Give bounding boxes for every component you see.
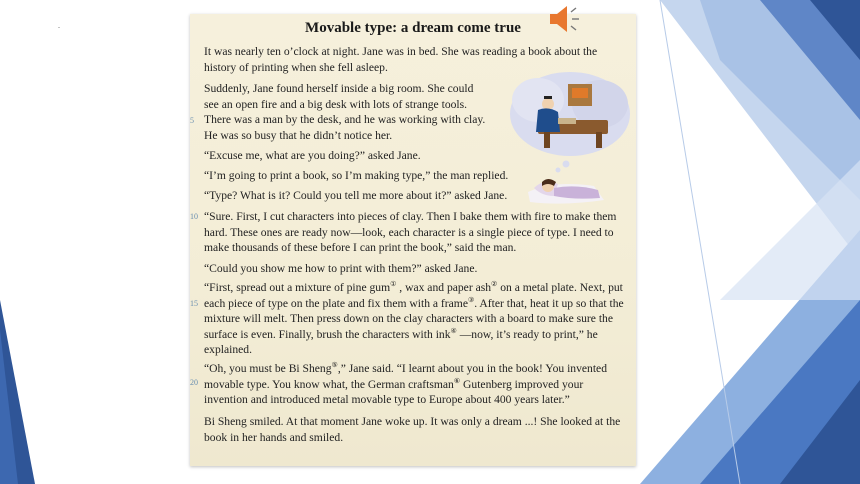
- paragraph-9: [204, 361, 624, 408]
- stray-dot: .: [58, 21, 60, 30]
- paragraph-8: [204, 280, 624, 358]
- page-title: Movable type: a dream come true: [305, 20, 521, 36]
- footnote-mark-5: ⑤: [331, 361, 338, 370]
- paragraph-8-part-e: —now, it’s ready to print,” he explained.: [204, 327, 598, 356]
- line-number: 20: [190, 378, 198, 387]
- paragraph-2: Suddenly, Jane found herself inside a big room. She could see an open fire and a big desk with lots of strange tools. There was a man by the desk, and he was working with clay. He was so busy that he didn’t notice her.: [204, 82, 486, 142]
- paragraph-4: “I’m going to print a book, so I’m making type,” the man replied.: [204, 169, 509, 182]
- paragraph-8-part-d: . After that, heat it up so that the mixture will melt. Then press down on the clay characters with a board to make sure the surface is even. Finally, brush the characters with ink: [204, 296, 624, 341]
- paragraph-8-part-b: , wax and paper ash: [396, 281, 492, 294]
- paragraph-10: Bi Sheng smiled. At that moment Jane woke up. It was only a dream ...! She looked at the book in her hands and smiled.: [204, 415, 621, 444]
- paragraph-5: “Type? What is it? Could you tell me more about it?” asked Jane.: [204, 189, 508, 202]
- line-number: 15: [190, 299, 198, 308]
- footnote-mark-4: ④: [450, 326, 457, 335]
- sleeping-girl-illustration: [524, 170, 608, 208]
- paragraph-8-part-a: “First, spread out a mixture of pine gum: [204, 281, 391, 294]
- paragraph-7: “Could you show me how to print with them?” asked Jane.: [204, 262, 478, 275]
- textbook-page: [190, 14, 636, 466]
- paragraph-9-part-a: “Oh, you must be Bi Sheng: [204, 362, 332, 375]
- footnote-mark-2: ②: [491, 280, 498, 289]
- footnote-mark-1: ①: [390, 280, 397, 289]
- paragraph-8-part-c: on a metal plate. Next, put each piece of type on the plate and fix them with a frame: [204, 281, 623, 310]
- paragraph-9-part-b: ,” Jane said. “I learnt about you in the book! You invented movable type. You know what, the German craftsman: [204, 362, 607, 391]
- paragraph-1: It was nearly ten o’clock at night. Jane was in bed. She was reading a book about the history of printing when she fell asleep.: [204, 45, 598, 74]
- footnote-mark-6: ⑥: [453, 376, 461, 385]
- speaker-icon[interactable]: [548, 4, 582, 34]
- paragraph-6: “Sure. First, I cut characters into pieces of clay. Then I bake them with fire to make them hard. These ones are ready now—look, each character is a single piece of type. I need to make thousands of these before I can print the book,” said the man.: [204, 210, 617, 254]
- paragraph-3: “Excuse me, what are you doing?” asked Jane.: [204, 149, 421, 162]
- paragraph-9-part-c: Gutenberg improved your invention and introduced metal movable type to Europe about 400 years later.”: [204, 377, 584, 406]
- line-number: 10: [190, 212, 198, 221]
- line-number: 5: [190, 116, 194, 125]
- footnote-mark-3: ③: [467, 295, 475, 304]
